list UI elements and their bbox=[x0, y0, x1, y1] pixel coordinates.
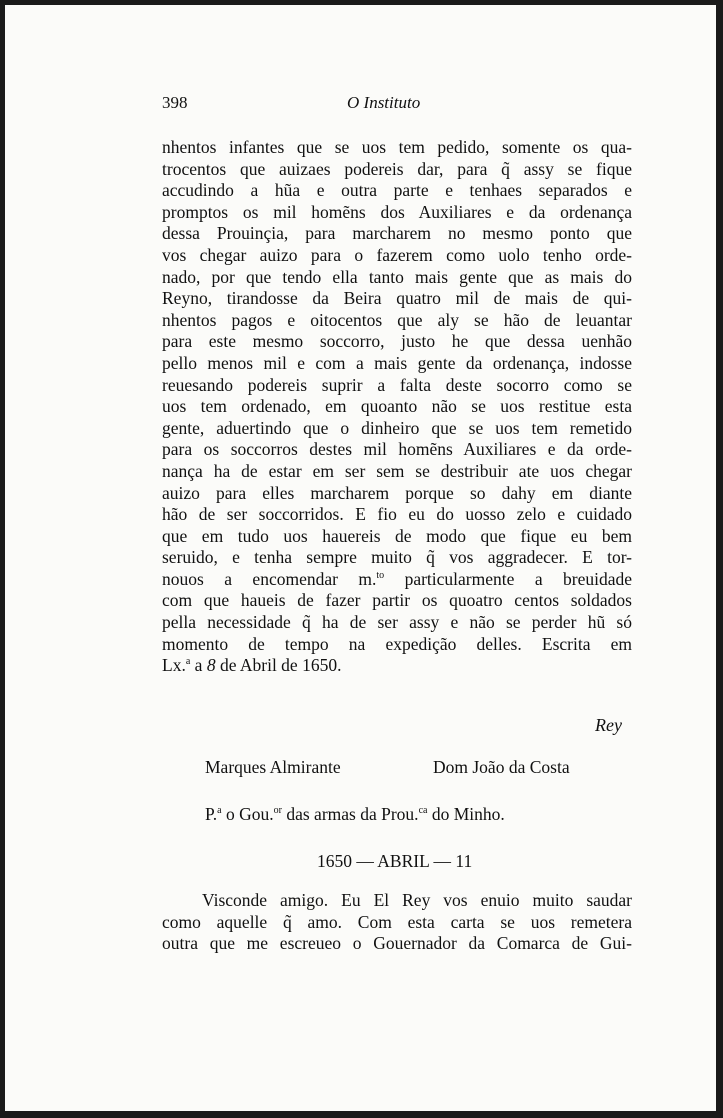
text-line: para este mesmo soccorro, justo he que dessa uenhão bbox=[162, 331, 632, 352]
address-part: das armas da Prou. bbox=[281, 804, 419, 824]
date-rest: de Abril de 1650. bbox=[215, 655, 342, 676]
text-line: accudindo a hũa e outra parte e tenhaes separados e bbox=[162, 180, 632, 201]
line-end: particularmente a breuidade bbox=[384, 568, 633, 589]
letter-date-heading: 1650 — ABRIL — 11 bbox=[317, 851, 473, 871]
place-abbrev: Lx. bbox=[162, 655, 186, 676]
date-connector: a bbox=[190, 655, 207, 676]
text-line: que em tudo uos hauereis de modo que fique eu bem bbox=[162, 525, 632, 546]
text-line: auizo para elles marcharem porque so dahy em diante bbox=[162, 482, 632, 503]
text-line bbox=[162, 569, 632, 591]
text-line: nhentos pagos e oitocentos que aly se hão de leuantar bbox=[162, 309, 632, 330]
abbrev-superscript: or bbox=[273, 805, 282, 816]
book-page bbox=[5, 5, 716, 1111]
text-line: gente, aduertindo que o dinheiro que se uos tem remetido bbox=[162, 417, 632, 438]
text-line: para os soccorros destes mil homẽns Auxiliares e da orde- bbox=[162, 439, 632, 460]
king-signature: Rey bbox=[595, 715, 622, 735]
text-line: pello menos mil e com a mais gente da ordenança, indosse bbox=[162, 352, 632, 373]
letter-body bbox=[162, 137, 632, 677]
abbrev-superscript: a bbox=[185, 656, 191, 668]
text-line: vos chegar auizo para o fazerem como uolo tenho orde- bbox=[162, 244, 632, 265]
text-line: hão de ser soccorridos. E fio eu do uosso zelo e cuidado bbox=[162, 504, 632, 525]
text-line: promptos os mil homẽns dos Auxiliares e da ordenança bbox=[162, 201, 632, 222]
address-part: P. bbox=[205, 804, 218, 824]
line-start: nouos a encomendar m. bbox=[162, 568, 377, 589]
address-part: do Minho. bbox=[427, 804, 505, 824]
text-line: Reyno, tirandosse da Beira quatro mil de mais de qui- bbox=[162, 288, 632, 309]
signatory-right: Dom João da Costa bbox=[433, 757, 570, 777]
text-line: pella necessidade q̃ ha de ser assy e não se perder hũ só bbox=[162, 612, 632, 633]
abbrev-superscript: to bbox=[376, 569, 385, 581]
text-line: outra que me escreueo o Gouernador da Comarca de Gui- bbox=[162, 933, 632, 954]
signatory-left: Marques Almirante bbox=[205, 757, 341, 777]
text-line: dessa Prouinçia, para marcharem no mesmo ponto que bbox=[162, 223, 632, 244]
text-line: reuesando podereis suprir a falta deste socorro como se bbox=[162, 374, 632, 395]
abbrev-superscript: a bbox=[217, 805, 222, 816]
second-letter-body bbox=[162, 890, 632, 955]
text-line: trocentos que auizaes podereis dar, para q̃ assy se fique bbox=[162, 158, 632, 179]
text-line: nhentos infantes que se uos tem pedido, somente os qua- bbox=[162, 137, 632, 157]
text-line: nança ha de estar em ser sem se destribuir ate uos chegar bbox=[162, 460, 632, 481]
abbrev-superscript: ca bbox=[418, 805, 428, 816]
text-line: momento de tempo na expedição delles. Escrita em bbox=[162, 633, 632, 654]
text-line: com que haueis de fazer partir os quoatro centos soldados bbox=[162, 590, 632, 611]
page-number: 398 bbox=[162, 93, 188, 112]
running-title: O Instituto bbox=[347, 93, 421, 112]
address-part: o Gou. bbox=[221, 804, 274, 824]
text-line: nado, por que tendo ella tanto mais gente que as mais do bbox=[162, 266, 632, 287]
closing-date-line bbox=[162, 655, 632, 677]
text-line: como aquelle q̃ amo. Com esta carta se uos remetera bbox=[162, 911, 632, 932]
page-header bbox=[162, 93, 567, 117]
letter-address bbox=[205, 804, 505, 825]
text-line: seruido, e tenha sempre muito q̃ vos aggradecer. E tor- bbox=[162, 547, 632, 568]
text-line: uos tem ordenado, em quoanto não se uos restitue esta bbox=[162, 396, 632, 417]
text-line: Visconde amigo. Eu El Rey vos enuio muito saudar bbox=[202, 890, 632, 910]
date-day: 8 bbox=[206, 655, 216, 676]
